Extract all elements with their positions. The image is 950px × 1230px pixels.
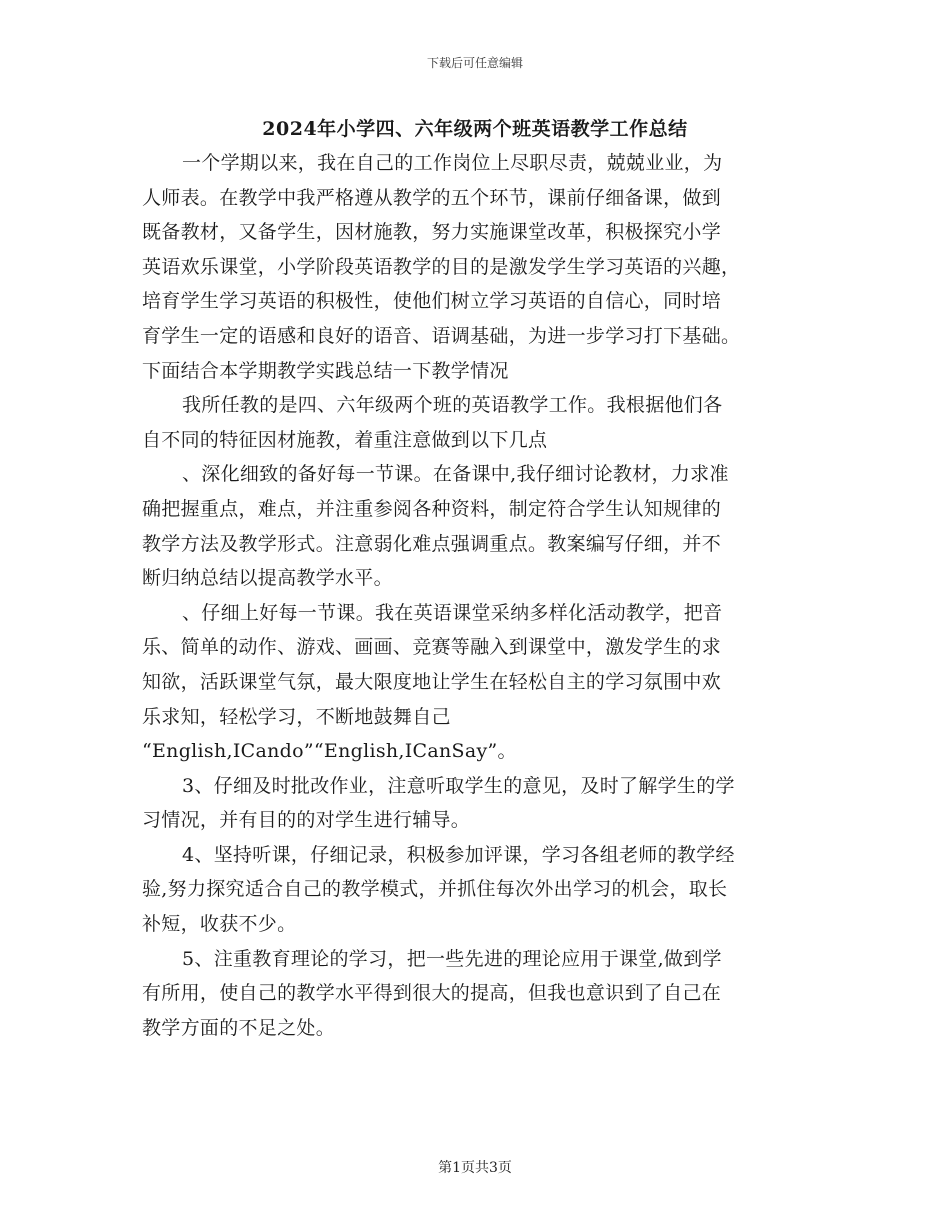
body-line: 教学方法及教学形式。注意弱化难点强调重点。教案编写仔细，并不 [142,532,722,555]
document-title: 2024年小学四、六年级两个班英语教学工作总结 [262,118,688,140]
body-line: 3、仔细及时批改作业，注意听取学生的意见，及时了解学生的学 [182,774,735,797]
body-line: 我所任教的是四、六年级两个班的英语教学工作。我根据他们各 [182,394,723,417]
body-line: 知欲，活跃课堂气氛，最大限度地让学生在轻松自主的学习氛围中欢 [142,670,722,693]
body-line: 确把握重点，难点，并注重参阅各种资料，制定符合学生认知规律的 [142,497,722,520]
header-note: 下载后可任意编辑 [426,56,523,70]
body-line: 4、坚持听课，仔细记录，积极参加评课，学习各组老师的教学经 [182,843,735,866]
body-line: 断归纳总结以提高教学水平。 [142,567,393,590]
body-line: 有所用，使自己的教学水平得到很大的提高，但我也意识到了自己在 [142,982,722,1005]
body-line: 育学生一定的语感和良好的语音、语调基础，为进一步学习打下基础。 [142,324,741,347]
body-line: 乐、简单的动作、游戏、画画、竞赛等融入到课堂中，激发学生的求 [142,636,722,659]
body-line: 、仔细上好每一节课。我在英语课堂采纳多样化活动教学，把音 [182,601,723,624]
body-line: 验,努力探究适合自己的教学模式，并抓住每次外出学习的机会，取长 [142,878,728,901]
body-line: 教学方面的不足之处。 [142,1016,336,1039]
body-line: 5、注重教育理论的学习，把一些先进的理论应用于课堂,做到学 [182,947,722,970]
body-line: 一个学期以来，我在自己的工作岗位上尽职尽责，兢兢业业，为 [182,152,723,174]
body-line: 培育学生学习英语的积极性，使他们树立学习英语的自信心，同时培 [142,290,722,313]
body-line: 补短，收获不少。 [142,913,297,936]
body-line: 下面结合本学期教学实践总结一下教学情况 [142,359,509,382]
body-line: 既备教材，又备学生，因材施教，努力实施课堂改革，积极探究小学 [142,221,722,244]
document-body [142,146,808,1045]
page-number-footer: 第1页共3页 [438,1160,512,1176]
body-line: 乐求知，轻松学习，不断地鼓舞自己 [142,705,451,728]
body-line: 自不同的特征因材施教，着重注意做到以下几点 [142,428,548,451]
body-line: 英语欢乐课堂，小学阶段英语教学的目的是激发学生学习英语的兴趣， [142,255,741,278]
body-line: 、深化细致的备好每一节课。在备课中,我仔细讨论教材，力求准 [182,463,729,486]
body-line: 人师表。在教学中我严格遵从教学的五个环节，课前仔细备课，做到 [142,186,722,209]
body-line: “English,ICando”“English,ICanSay”。 [142,740,517,763]
body-line: 习情况，并有目的的对学生进行辅导。 [142,809,471,832]
